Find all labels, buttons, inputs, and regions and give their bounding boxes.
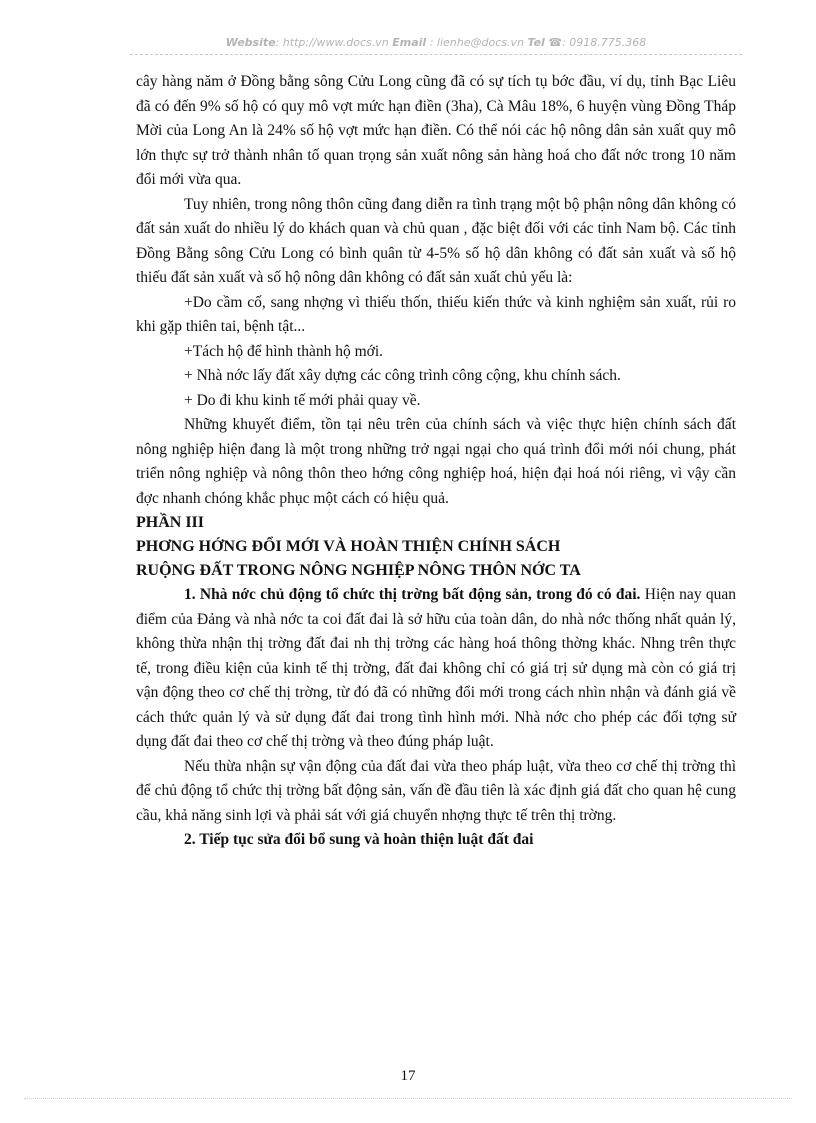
email-value: : lienhe@docs.vn [429,36,524,49]
paragraph: Tuy nhiên, trong nông thôn cũng đang diễn ra tình trạng một bộ phận nông dân không có đất sản xuất do nhiều lý do khách quan và chủ quan , đặc biệt đối với các tỉnh Nam bộ. Các tỉnh Đồng Bằng sông Cửu Long có bình quân từ 4-5% số hộ dân không có đất sản xuất và số hộ thiếu đất sản xuất và số hộ nông dân không có đất sản xuất chủ yếu là: [136,195,736,286]
paragraph: Những khuyết điểm, tồn tại nêu trên của chính sách và việc thực hiện chính sách đất nông nghiệp hiện đang là một trong những trở ngại ngại cho quá trình đổi mới nói chung, phát triển nông nghiệp và nông thôn theo hớng công nghiệp hoá, hiện đại hoá nói riêng, vì vậy cần đợc nhanh chóng khắc phục một cách có hiệu quả. [136,416,736,507]
tel-label: Tel [527,36,545,49]
website-value: : http://www.docs.vn [275,36,389,49]
list-item: +Do cầm cố, sang nhợng vì thiếu thốn, thiếu kiến thức và kinh nghiệm sản xuất, rủi ro khi gặp thiên tai, bệnh tật... [136,293,736,335]
tel-value: ☎: 0918.775.368 [548,36,647,49]
list-item: +Tách hộ để hình thành hộ mới. [184,342,384,360]
section-1-paragraph [136,583,736,755]
list-item: + Nhà nớc lấy đất xây dựng các công trình công cộng, khu chính sách. [184,367,621,384]
page-header [130,36,742,49]
footer-divider [24,1098,792,1099]
email-label: Email [392,36,427,49]
part-subtitle: PHƠNG HỚNG ĐỔI MỚI VÀ HOÀN THIỆN CHÍNH SÁCH [136,538,561,555]
part-title: PHẦN III [136,514,205,531]
website-label: Website [225,36,276,49]
paragraph: cây hàng năm ở Đồng bằng sông Cửu Long cũng đã có sự tích tụ bớc đầu, ví dụ, tỉnh Bạc Liêu đã có đến 9% số hộ có quy mô vợt mức hạn điền (3ha), Cà Mâu 18%, 6 huyện vùng Đồng Tháp Mời của Long An là 24% số hộ vợt mức hạn điền. Có thể nói các hộ nông dân sản xuất quy mô lớn thực sự trở thành nhân tố quan trọng sản xuất nông sản hàng hoá cho đất nớc trong 10 năm đổi mới vừa qua. [136,73,736,188]
header-divider [130,54,742,55]
page-number: 17 [400,1068,416,1084]
part-subtitle: RUỘNG ĐẤT TRONG NÔNG NGHIỆP NÔNG THÔN NỚC TA [136,562,581,579]
document-body [136,70,736,853]
section-2-heading: 2. Tiếp tục sửa đổi bổ sung và hoàn thiện luật đất đai [184,831,534,848]
paragraph: Nếu thừa nhận sự vận động của đất đai vừa theo pháp luật, vừa theo cơ chế thị trờng thì để chủ động tổ chức thị trờng bất động sản, vấn đề đầu tiên là xác định giá đất cho quan hệ cung cầu, khả năng sinh lợi và phải sát với giá chuyển nhợng thực tế trên thị trờng. [136,757,736,824]
list-item: + Do đi khu kinh tế mới phải quay về. [184,391,421,409]
section-1-heading: 1. Nhà nớc chủ động tổ chức thị trờng bất động sản, trong đó có đai. [184,586,641,603]
section-1-text: Hiện nay quan điểm của Đảng và nhà nớc ta coi đất đai là sở hữu của toàn dân, do nhà nớc thống nhất quản lý, không thừa nhận thị trờng đất đai nh thị trờng các hàng hoá thông thờng khác. Nhng trên thực tế, trong điều kiện của kinh tế thị trờng, đất đai không chỉ có giá trị sử dụng mà còn có giá trị vận động theo cơ chế thị trờng, từ đó đã có những đổi mới trong cách nhìn nhận và đánh giá về cách thức quản lý và sử dụng đất đai trong tình hình mới. Nhà nớc cho phép các đối tợng sử dụng đất đai theo cơ chế thị trờng và theo đúng pháp luật. [136,586,737,750]
